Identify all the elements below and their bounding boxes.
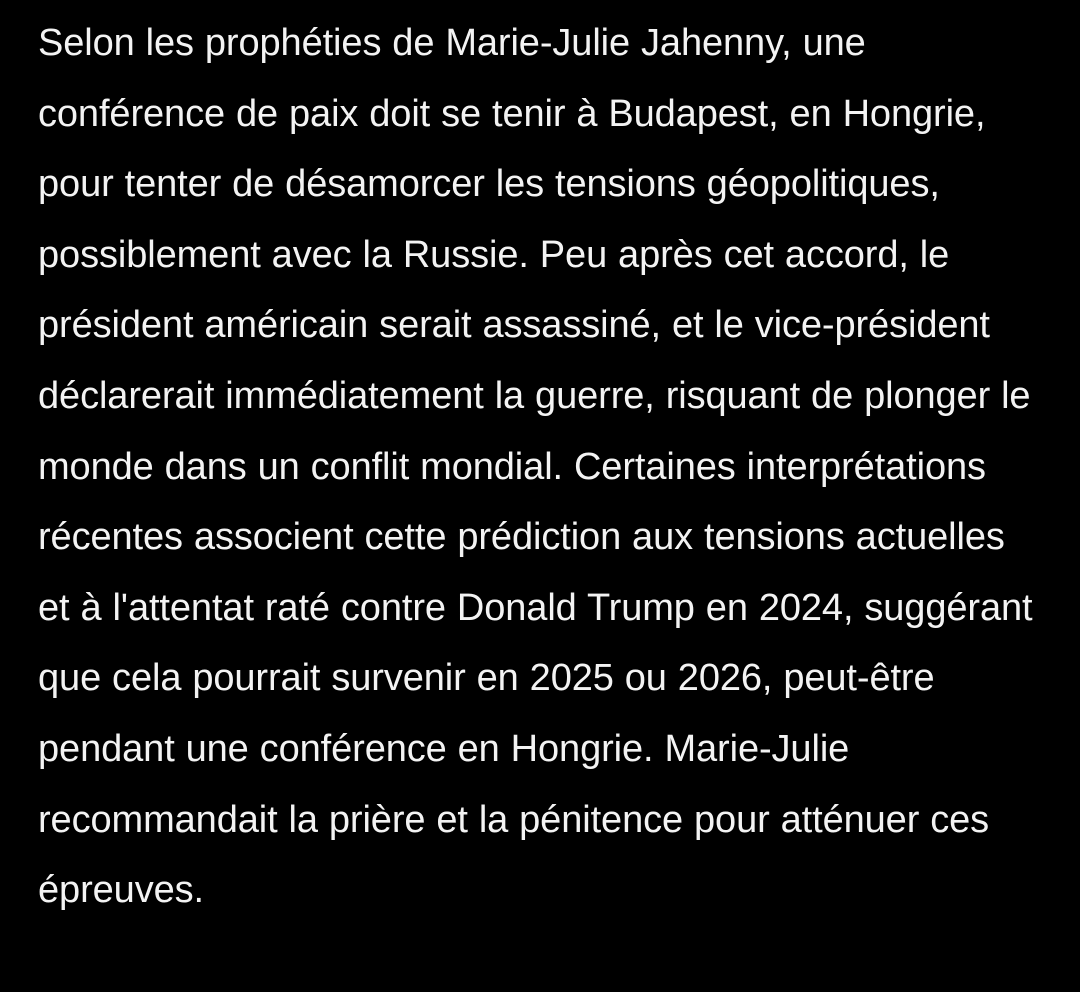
article-paragraph: Selon les prophéties de Marie-Julie Jahenny, une conférence de paix doit se tenir à Budapest, en Hongrie, pour tenter de désamorcer les tensions géopolitiques, possiblement avec la Russie. Peu après cet accord, le président américain serait assassiné, et le vice-président déclarerait immédiatement la guerre, risquant de plonger le monde dans un conflit mondial. Certaines interprétations récentes associent cette prédiction aux tensions actuelles et à l'attentat raté contre Donald Trump en 2024, suggérant que cela pourrait survenir en 2025 ou 2026, peut-être pendant une conférence en Hongrie. Marie-Julie recommandait la prière et la pénitence pour atténuer ces épreuves. xyxy=(38,22,1033,912)
article-body xyxy=(38,0,1038,926)
